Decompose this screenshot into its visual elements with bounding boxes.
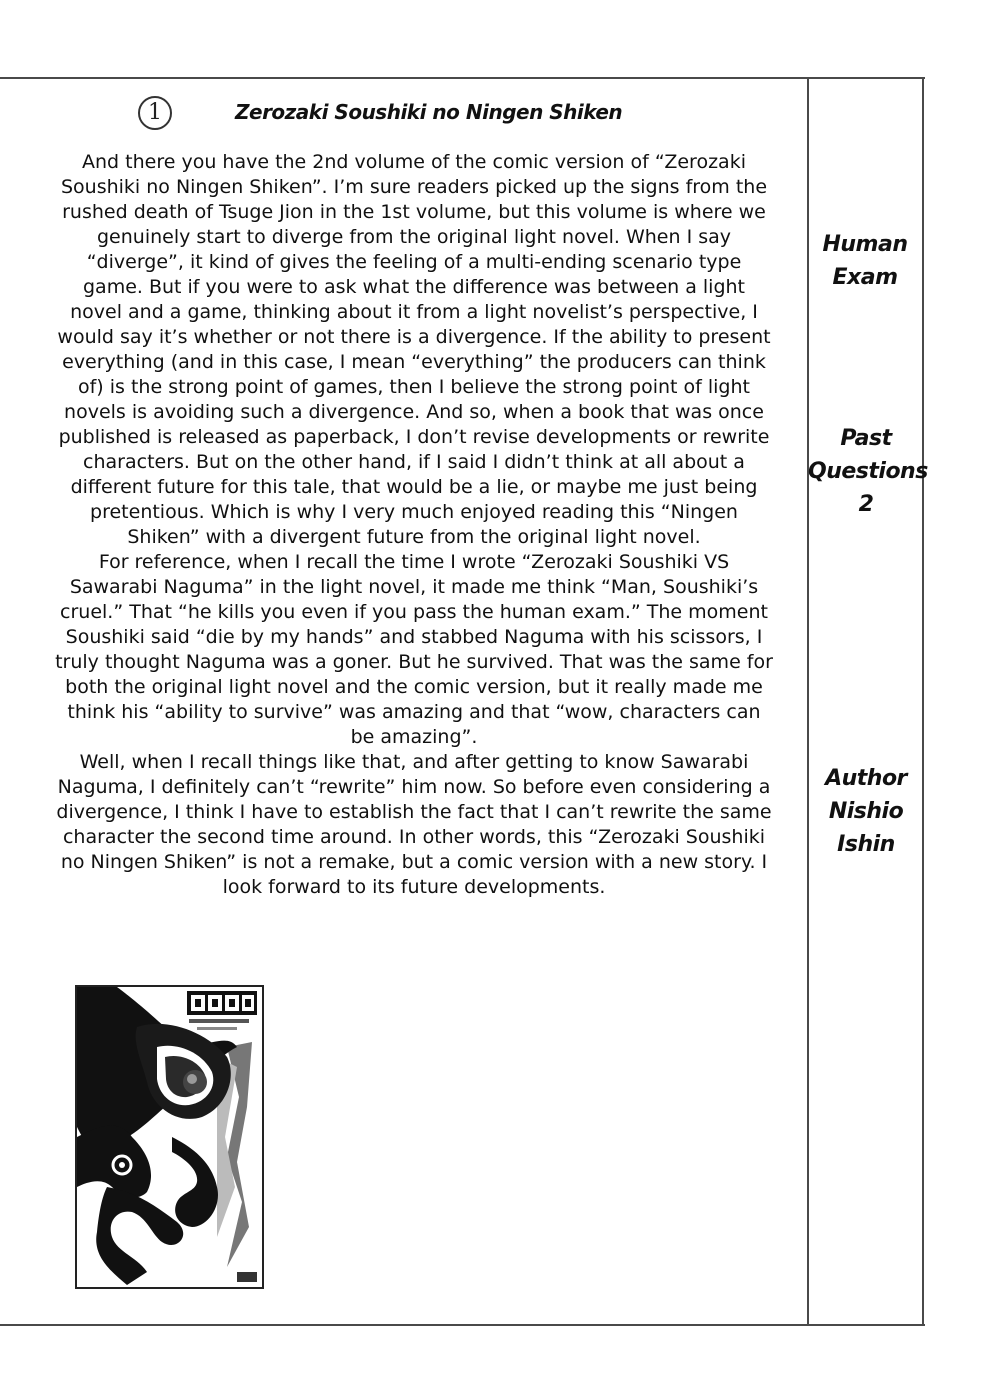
frame-top-rule	[0, 77, 925, 79]
circled-number-badge: 1	[138, 96, 172, 130]
sidebar-label-line: Past	[840, 426, 892, 451]
article-body	[55, 150, 773, 900]
sidebar-label-past-questions	[808, 422, 928, 521]
sidebar-label-line: Ishin	[837, 832, 895, 857]
book-cover-image	[75, 985, 264, 1289]
article-heading	[135, 96, 735, 132]
sidebar-label-line: Exam	[832, 265, 898, 290]
body-paragraph: For reference, when I recall the time I wrote “Zerozaki Soushiki VS Sawarabi Naguma” in the light novel, it made me think “Man, Soushiki’s cruel.” That “he kills you even if you pass the human exam.” The moment Soushiki said “die by my hands” and stabbed Naguma with his scissors, I truly thought Naguma was a goner. But he survived. That was the same for both the original light novel and the comic version, but it really made me think his “ability to survive” was amazing and that “wow, characters can be amazing”.	[55, 551, 773, 748]
frame-bottom-rule	[0, 1324, 925, 1326]
sidebar-label-author	[812, 762, 920, 861]
sidebar-label-line: Author	[825, 766, 907, 791]
article-title: Zerozaki Soushiki no Ningen Shiken	[235, 100, 623, 124]
book-cover-illustration	[77, 987, 262, 1287]
body-paragraph: Well, when I recall things like that, and after getting to know Sawarabi Naguma, I definitely can’t “rewrite” him now. So before even considering a divergence, I think I have to establish the fact that I can’t rewrite the same character the second time around. In other words, this “Zerozaki Soushiki no Ningen Shiken” is not a remake, but a comic version with a new story. I look forward to its future developments.	[56, 751, 772, 898]
sidebar-label-human-exam	[812, 228, 918, 294]
frame-right-rule	[922, 77, 924, 1326]
body-paragraph: And there you have the 2nd volume of the comic version of “Zerozaki Soushiki no Ningen Shiken”. I’m sure readers picked up the signs from the rushed death of Tsuge Jion in the 1st volume, but this volume is where we genuinely start to diverge from the original light novel. When I say “diverge”, it kind of gives the feeling of a multi-ending scenario type game. But if you were to ask what the difference was between a light novel and a game, thinking about it from a light novelist’s perspective, I would say it’s whether or not there is a divergence. If the ability to present everything (and in this case, I mean “everything” the producers can think of) is the strong point of games, then I believe the strong point of light novels is avoiding such a divergence. And so, when a book that was once published is released as paperback, I don’t revise developments or rewrite characters. But on the other hand, if I said I didn’t think at all about a different future for this tale, that would be a lie, or maybe me just being pretentious. Which is why I very much enjoyed reading this “Ningen Shiken” with a divergent future from the original light novel.	[57, 151, 771, 548]
sidebar-label-line: Human	[822, 232, 908, 257]
sidebar-label-line: 2	[858, 492, 874, 517]
frame-column-divider	[807, 77, 809, 1326]
sidebar-label-line: Nishio	[828, 799, 904, 824]
sidebar-label-line: Questions	[808, 459, 928, 484]
